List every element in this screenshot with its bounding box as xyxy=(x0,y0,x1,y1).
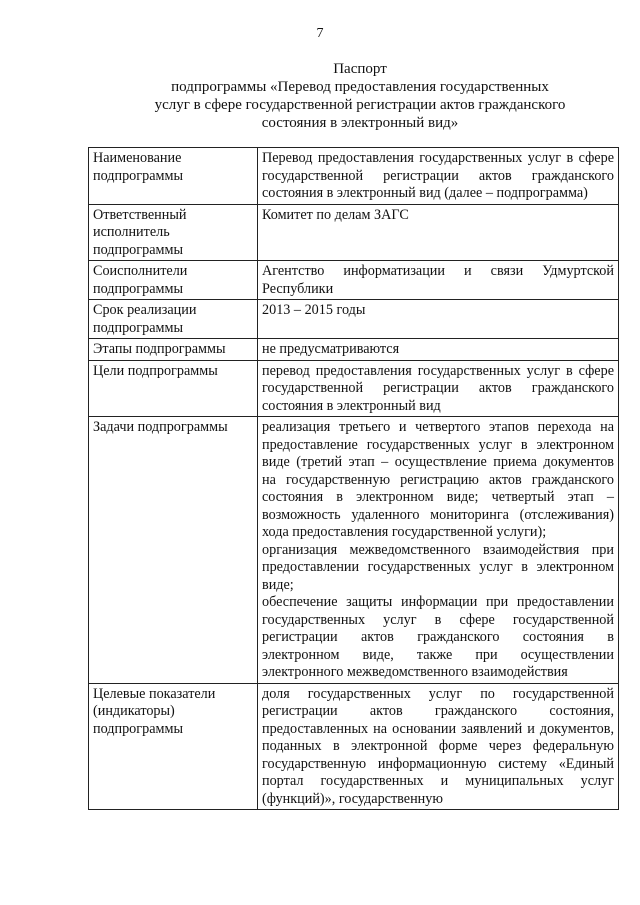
value-paragraph: Перевод предоставления государственных услуг в сфере государственной регистрации актов гражданского состояния в электронный вид (далее – подпрограмма) xyxy=(262,150,614,201)
table-row xyxy=(89,148,619,205)
row-value xyxy=(258,339,619,361)
table-row xyxy=(89,204,619,261)
row-value xyxy=(258,360,619,417)
table-row xyxy=(89,360,619,417)
row-value xyxy=(258,300,619,339)
row-label: Соисполнители подпрограммы xyxy=(89,261,258,300)
table-row xyxy=(89,300,619,339)
heading-title: Паспорт xyxy=(333,61,387,77)
value-paragraph: доля государственных услуг по государственной регистрации актов гражданского состояния, предоставленных на основании заявлений и документов, поданных в электронной форме через федеральную государственную информационную систему «Единый портал государственных и муниципальных услуг (функций)», государственную xyxy=(262,685,614,807)
value-paragraph: Агентство информатизации и связи Удмуртской Республики xyxy=(262,263,614,297)
value-paragraph: реализация третьего и четвертого этапов перехода на предоставление государственных услуг в электронном виде (третий этап – осуществление приема документов на государственную регистрацию актов гражданского состояния в электронном виде; четвертый этап – возможность удаленного мониторинга (отслеживания) хода предоставления государственной услуги); xyxy=(262,419,614,540)
row-value xyxy=(258,261,619,300)
row-label: Ответственный исполнитель подпрограммы xyxy=(89,204,258,261)
value-paragraph: перевод предоставления государственных услуг в сфере государственной регистрации актов гражданского состояния в электронный вид xyxy=(262,362,614,414)
document-heading xyxy=(60,60,640,132)
value-paragraph: 2013 – 2015 годы xyxy=(262,302,366,318)
row-label: Задачи подпрограммы xyxy=(89,417,258,684)
value-paragraph: организация межведомственного взаимодействия при предоставлении государственных услуг в электронном виде; xyxy=(262,541,614,593)
row-value xyxy=(258,148,619,205)
row-label: Цели подпрограммы xyxy=(89,360,258,417)
row-label: Этапы подпрограммы xyxy=(89,339,258,361)
page-number: 7 xyxy=(316,26,324,41)
value-paragraph: обеспечение защиты информации при предоставлении государственных услуг в сфере государственной регистрации актов гражданского состояния в электронном виде, также при осуществлении электронного межведомственного взаимодействия xyxy=(262,594,614,680)
table-row xyxy=(89,683,619,810)
value-clip xyxy=(262,686,614,809)
table-row xyxy=(89,417,619,684)
row-value xyxy=(258,683,619,810)
value-paragraph: не предусматриваются xyxy=(262,341,400,357)
heading-line: услуг в сфере государственной регистрации актов гражданского xyxy=(154,97,566,113)
row-value xyxy=(258,204,619,261)
value-paragraph: Комитет по делам ЗАГС xyxy=(262,206,409,223)
row-value xyxy=(258,417,619,684)
heading-line: состояния в электронный вид» xyxy=(261,115,459,131)
table-row xyxy=(89,339,619,361)
table-row xyxy=(89,261,619,300)
row-label: Наименование подпрограммы xyxy=(89,148,258,205)
heading-line: подпрограммы «Перевод предоставления государственных xyxy=(171,79,549,95)
row-label: Срок реализации подпрограммы xyxy=(89,300,258,339)
row-label: Целевые показатели (индикаторы) подпрограммы xyxy=(89,683,258,810)
passport-table xyxy=(88,147,619,810)
